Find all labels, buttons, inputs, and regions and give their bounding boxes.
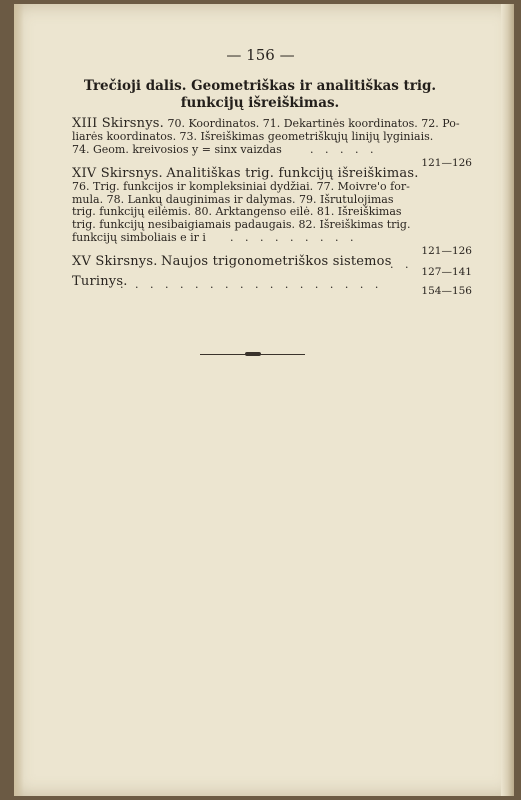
section-heading: Turinys. [72, 274, 128, 289]
toc-entry-xiii: XIII Skirsnys. 70. Koordinatos. 71. Dekartinės koordinatos. 72. Po- liarės koordinatos. 73. Išreiškimas geometriškųjų linijų lyginiais. 74. Geom. kreivosios y = sinx vaizdas . . . . . 121—126 [72, 116, 472, 169]
ornamental-rule [200, 354, 305, 355]
section-text-line: trig. funkcijų eilėmis. 80. Arktangenso eilė. 81. Išreiškimas [72, 205, 402, 219]
toc-entry-contents: Turinys. . . . . . . . . . . . . . . . . . . 154—156 [72, 274, 472, 297]
section-heading: XV Skirsnys. [72, 254, 158, 269]
toc-entry-text [72, 118, 472, 131]
section-text-line: mula. 78. Lankų dauginimas ir dalymas. 79. Išrutulojimas [72, 192, 394, 206]
rule-ornament [245, 352, 261, 356]
part-title-line-2: funkcijų išreiškimas. [180, 95, 340, 111]
toc-entry-xiv: XIV Skirsnys. Analitiškas trig. funkcijų išreiškimas. 76. Trig. funkcijos ir kompleksiniai dydžiai. 77. Moivre'o for- mula. 78. Lankų dauginimas ir dalymas. 79. Išrutulojimas trig. funkcijų eilėmis. 80. Arktangenso eilė. 81. Išreiškimas trig. funkcijų nesibaigiamais padaugais. 82. Išreiškimas trig. funkcijų simboliais e ir i . . . . . . . . . 121—126 [72, 166, 472, 257]
page-number: — 156 — [226, 46, 295, 64]
page-gutter-shadow [14, 4, 24, 796]
page-range: 127—141 [421, 266, 472, 278]
section-text-line: 76. Trig. funkcijos ir kompleksiniai dydžiai. 77. Moivre'o for- [72, 179, 410, 193]
section-text-line: liarės koordinatos. 73. Išreiškimas geometriškųjų linijų lyginiais. [72, 129, 434, 143]
part-title [80, 78, 440, 112]
section-subtitle: Naujos trigonometriškos sistemos [161, 254, 392, 269]
toc-entry-xv: XV Skirsnys. Naujos trigonometriškos sistemos . . 127—141 [72, 254, 472, 278]
page-range: 121—126 [421, 245, 472, 257]
section-subtitle: Analitiškas trig. funkcijų išreiškimas. [166, 166, 419, 181]
page-range: 121—126 [421, 157, 472, 169]
section-text-line: trig. funkcijų nesibaigiamais padaugais. 82. Išreiškimas trig. [72, 218, 411, 232]
section-heading: XIV Skirsnys. [72, 166, 163, 181]
section-text-line: funkcijų simboliais e ir i [72, 230, 206, 244]
section-heading: XIII Skirsnys. [72, 116, 164, 131]
section-text-line: 74. Geom. kreivosios y = sinx vaizdas [72, 142, 282, 156]
section-text-line: 70. Koordinatos. 71. Dekartinės koordinatos. 72. Po- [167, 117, 460, 130]
page-range: 154—156 [421, 285, 472, 297]
part-title-line-1: Trečioji dalis. Geometriškas ir analitiškas trig. [83, 78, 437, 94]
toc-entry-text [72, 168, 472, 181]
page-edge [501, 4, 514, 796]
